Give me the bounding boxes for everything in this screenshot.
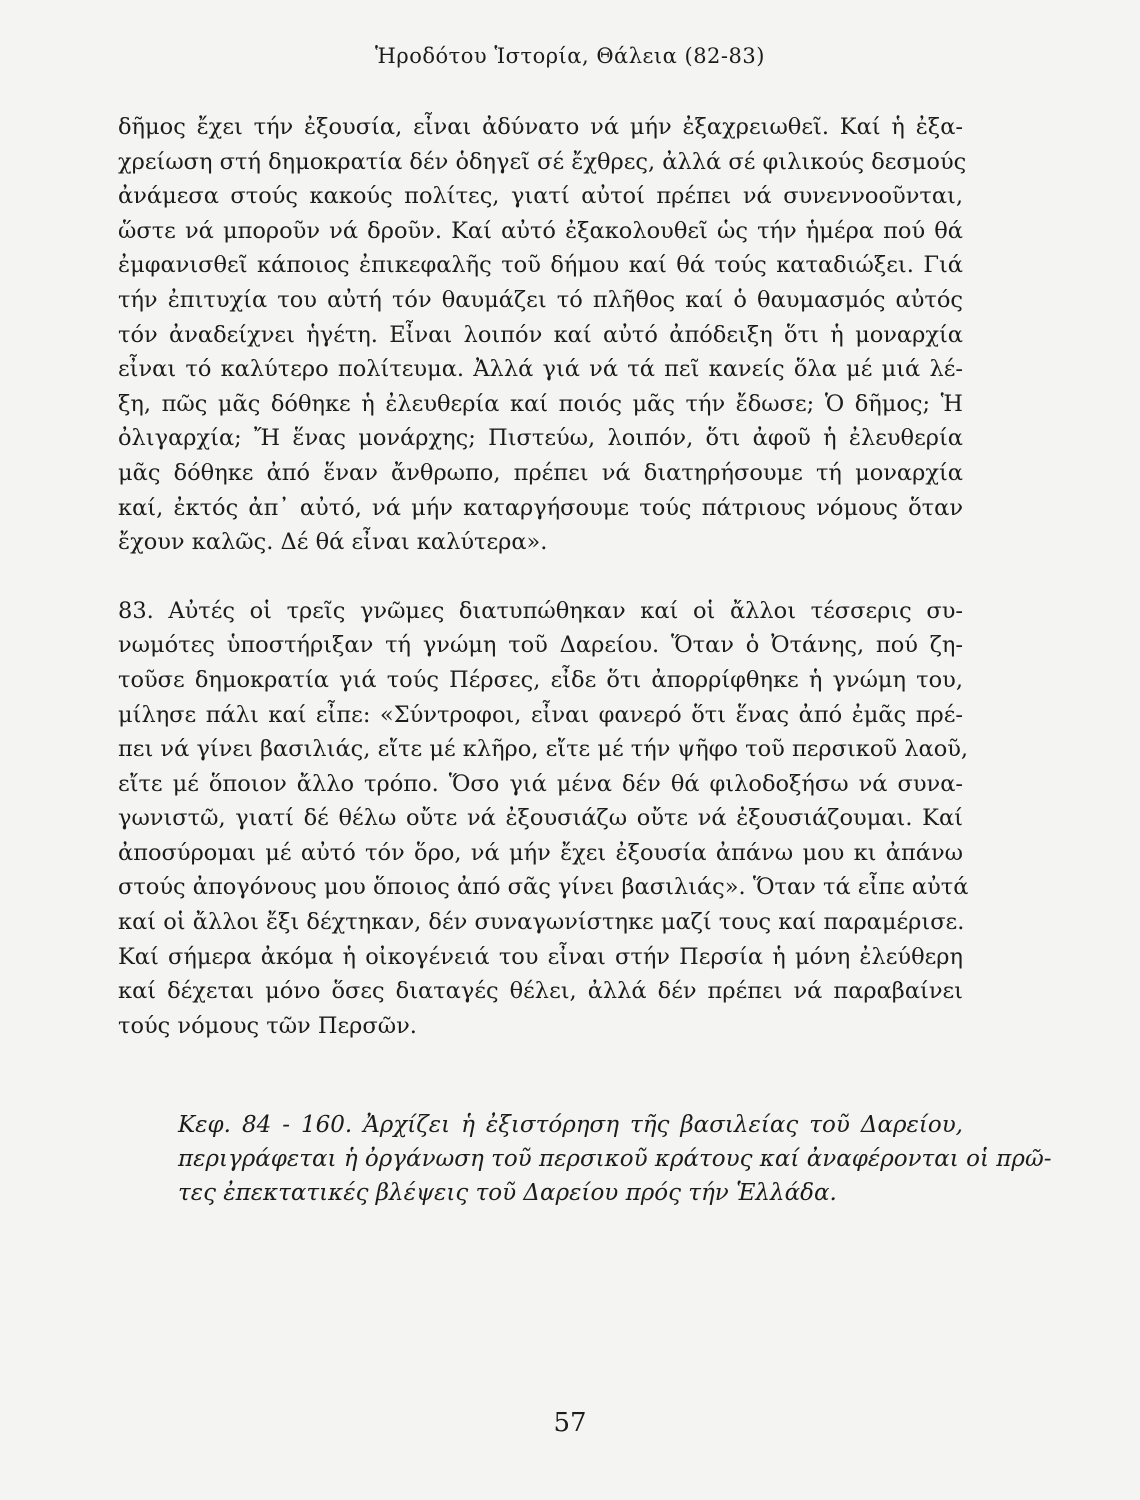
body-text <box>118 110 969 1043</box>
text-line: ὥστε νά μποροῦν νά δροῦν. Καί αὐτό ἐξακολουθεῖ ὡς τήν ἡμέρα πού θά <box>118 217 963 244</box>
text-line: 83. Αὐτές οἱ τρεῖς γνῶμες διατυπώθηκαν καί οἱ ἄλλοι τέσσερις συ- <box>118 597 963 624</box>
text-line: γωνιστῶ, γιατί δέ θέλω οὔτε νά ἐξουσιάζω οὔτε νά ἐξουσιάζουμαι. Καί <box>118 805 963 832</box>
text-line: χρείωση στή δημοκρατία δέν ὁδηγεῖ σέ ἔχθρες, ἀλλά σέ φιλικούς δεσμούς <box>118 148 967 175</box>
running-head: Ἡροδότου Ἱστορία, Θάλεια (82-83) <box>375 44 765 68</box>
text-line: ἔχουν καλῶς. Δέ θά εἶναι καλύτερα». <box>118 529 548 556</box>
chapter-summary <box>178 1108 1052 1210</box>
text-line: μᾶς δόθηκε ἀπό ἕναν ἄνθρωπο, πρέπει νά διατηρήσουμε τή μοναρχία <box>118 459 963 486</box>
text-line: τούς νόμους τῶν Περσῶν. <box>118 1012 417 1039</box>
text-line: δῆμος ἔχει τήν ἐξουσία, εἶναι ἀδύνατο νά μήν ἐξαχρειωθεῖ. Καί ἡ ἐξα- <box>118 114 963 140</box>
paragraph-83 <box>118 594 969 1044</box>
text-line: εἶναι τό καλύτερο πολίτευμα. Ἀλλά γιά νά τά πεῖ κανείς ὅλα μέ μιά λέ- <box>118 356 963 383</box>
text-line: ἀνάμεσα στούς κακούς πολίτες, γιατί αὐτοί πρέπει νά συνεννοοῦνται, <box>118 183 963 210</box>
text-line: ἀποσύρομαι μέ αὐτό τόν ὅρο, νά μήν ἔχει ἐξουσία ἀπάνω μου κι ἀπάνω <box>118 839 963 866</box>
page-number: 57 <box>553 1408 587 1438</box>
text-line: τοῦσε δημοκρατία γιά τούς Πέρσες, εἶδε ὅτι ἀπορρίφθηκε ἡ γνώμη του, <box>118 666 963 693</box>
text-line: ἐμφανισθεῖ κάποιος ἐπικεφαλῆς τοῦ δήμου καί θά τούς καταδιώξει. Γιά <box>118 252 963 279</box>
text-line: τόν ἀναδείχνει ἡγέτη. Εἶναι λοιπόν καί αὐτό ἀπόδειξη ὅτι ἡ μοναρχία <box>118 321 963 348</box>
paragraph-82-continuation <box>118 110 967 560</box>
paragraph-gap <box>118 560 963 594</box>
text-line: καί, ἐκτός ἀπ᾽ αὐτό, νά μήν καταργήσουμε τούς πάτριους νόμους ὅταν <box>118 494 963 521</box>
text-line: ὀλιγαρχία; Ἤ ἕνας μονάρχης; Πιστεύω, λοιπόν, ὅτι ἀφοῦ ἡ ἐλευθερία <box>118 425 963 452</box>
text-line: πει νά γίνει βασιλιάς, εἴτε μέ κλῆρο, εἴτε μέ τήν ψῆφο τοῦ περσικοῦ λαοῦ, <box>118 736 969 763</box>
text-line: ξη, πῶς μᾶς δόθηκε ἡ ἐλευθερία καί ποιός μᾶς τήν ἔδωσε; Ὁ δῆμος; Ἡ <box>118 390 963 417</box>
text-line: μίλησε πάλι καί εἶπε: «Σύντροφοι, εἶναι φανερό ὅτι ἕνας ἀπό ἐμᾶς πρέ- <box>118 701 963 728</box>
text-line: Καί σήμερα ἀκόμα ἡ οἰκογένειά του εἶναι στήν Περσία ἡ μόνη ἐλεύθερη <box>118 943 963 970</box>
text-line: νωμότες ὑποστήριξαν τή γνώμη τοῦ Δαρείου. Ὅταν ὁ Ὀτάνης, πού ζη- <box>118 632 963 659</box>
text-line: εἴτε μέ ὅποιον ἄλλο τρόπο. Ὅσο γιά μένα δέν θά φιλοδοξήσω νά συνα- <box>118 770 963 797</box>
text-line: καί οἱ ἄλλοι ἔξι δέχτηκαν, δέν συναγωνίστηκε μαζί τους καί παραμέρισε. <box>118 909 965 936</box>
summary-line: περιγράφεται ἡ ὀργάνωση τοῦ περσικοῦ κράτους καί ἀναφέρονται οἱ πρῶ- <box>178 1146 1052 1172</box>
text-line: καί δέχεται μόνο ὅσες διαταγές θέλει, ἀλλά δέν πρέπει νά παραβαίνει <box>118 978 963 1005</box>
summary-line: Κεφ. 84 - 160. Ἀρχίζει ἡ ἐξιστόρηση τῆς βασιλείας τοῦ Δαρείου, <box>178 1112 963 1138</box>
text-line: τήν ἐπιτυχία του αὐτή τόν θαυμάζει τό πλῆθος καί ὁ θαυμασμός αὐτός <box>118 286 963 313</box>
summary-line: τες ἐπεκτατικές βλέψεις τοῦ Δαρείου πρός τήν Ἑλλάδα. <box>178 1180 837 1206</box>
text-line: στούς ἀπογόνους μου ὅποιος ἀπό σᾶς γίνει βασιλιάς». Ὅταν τά εἶπε αὐτά <box>118 874 969 901</box>
